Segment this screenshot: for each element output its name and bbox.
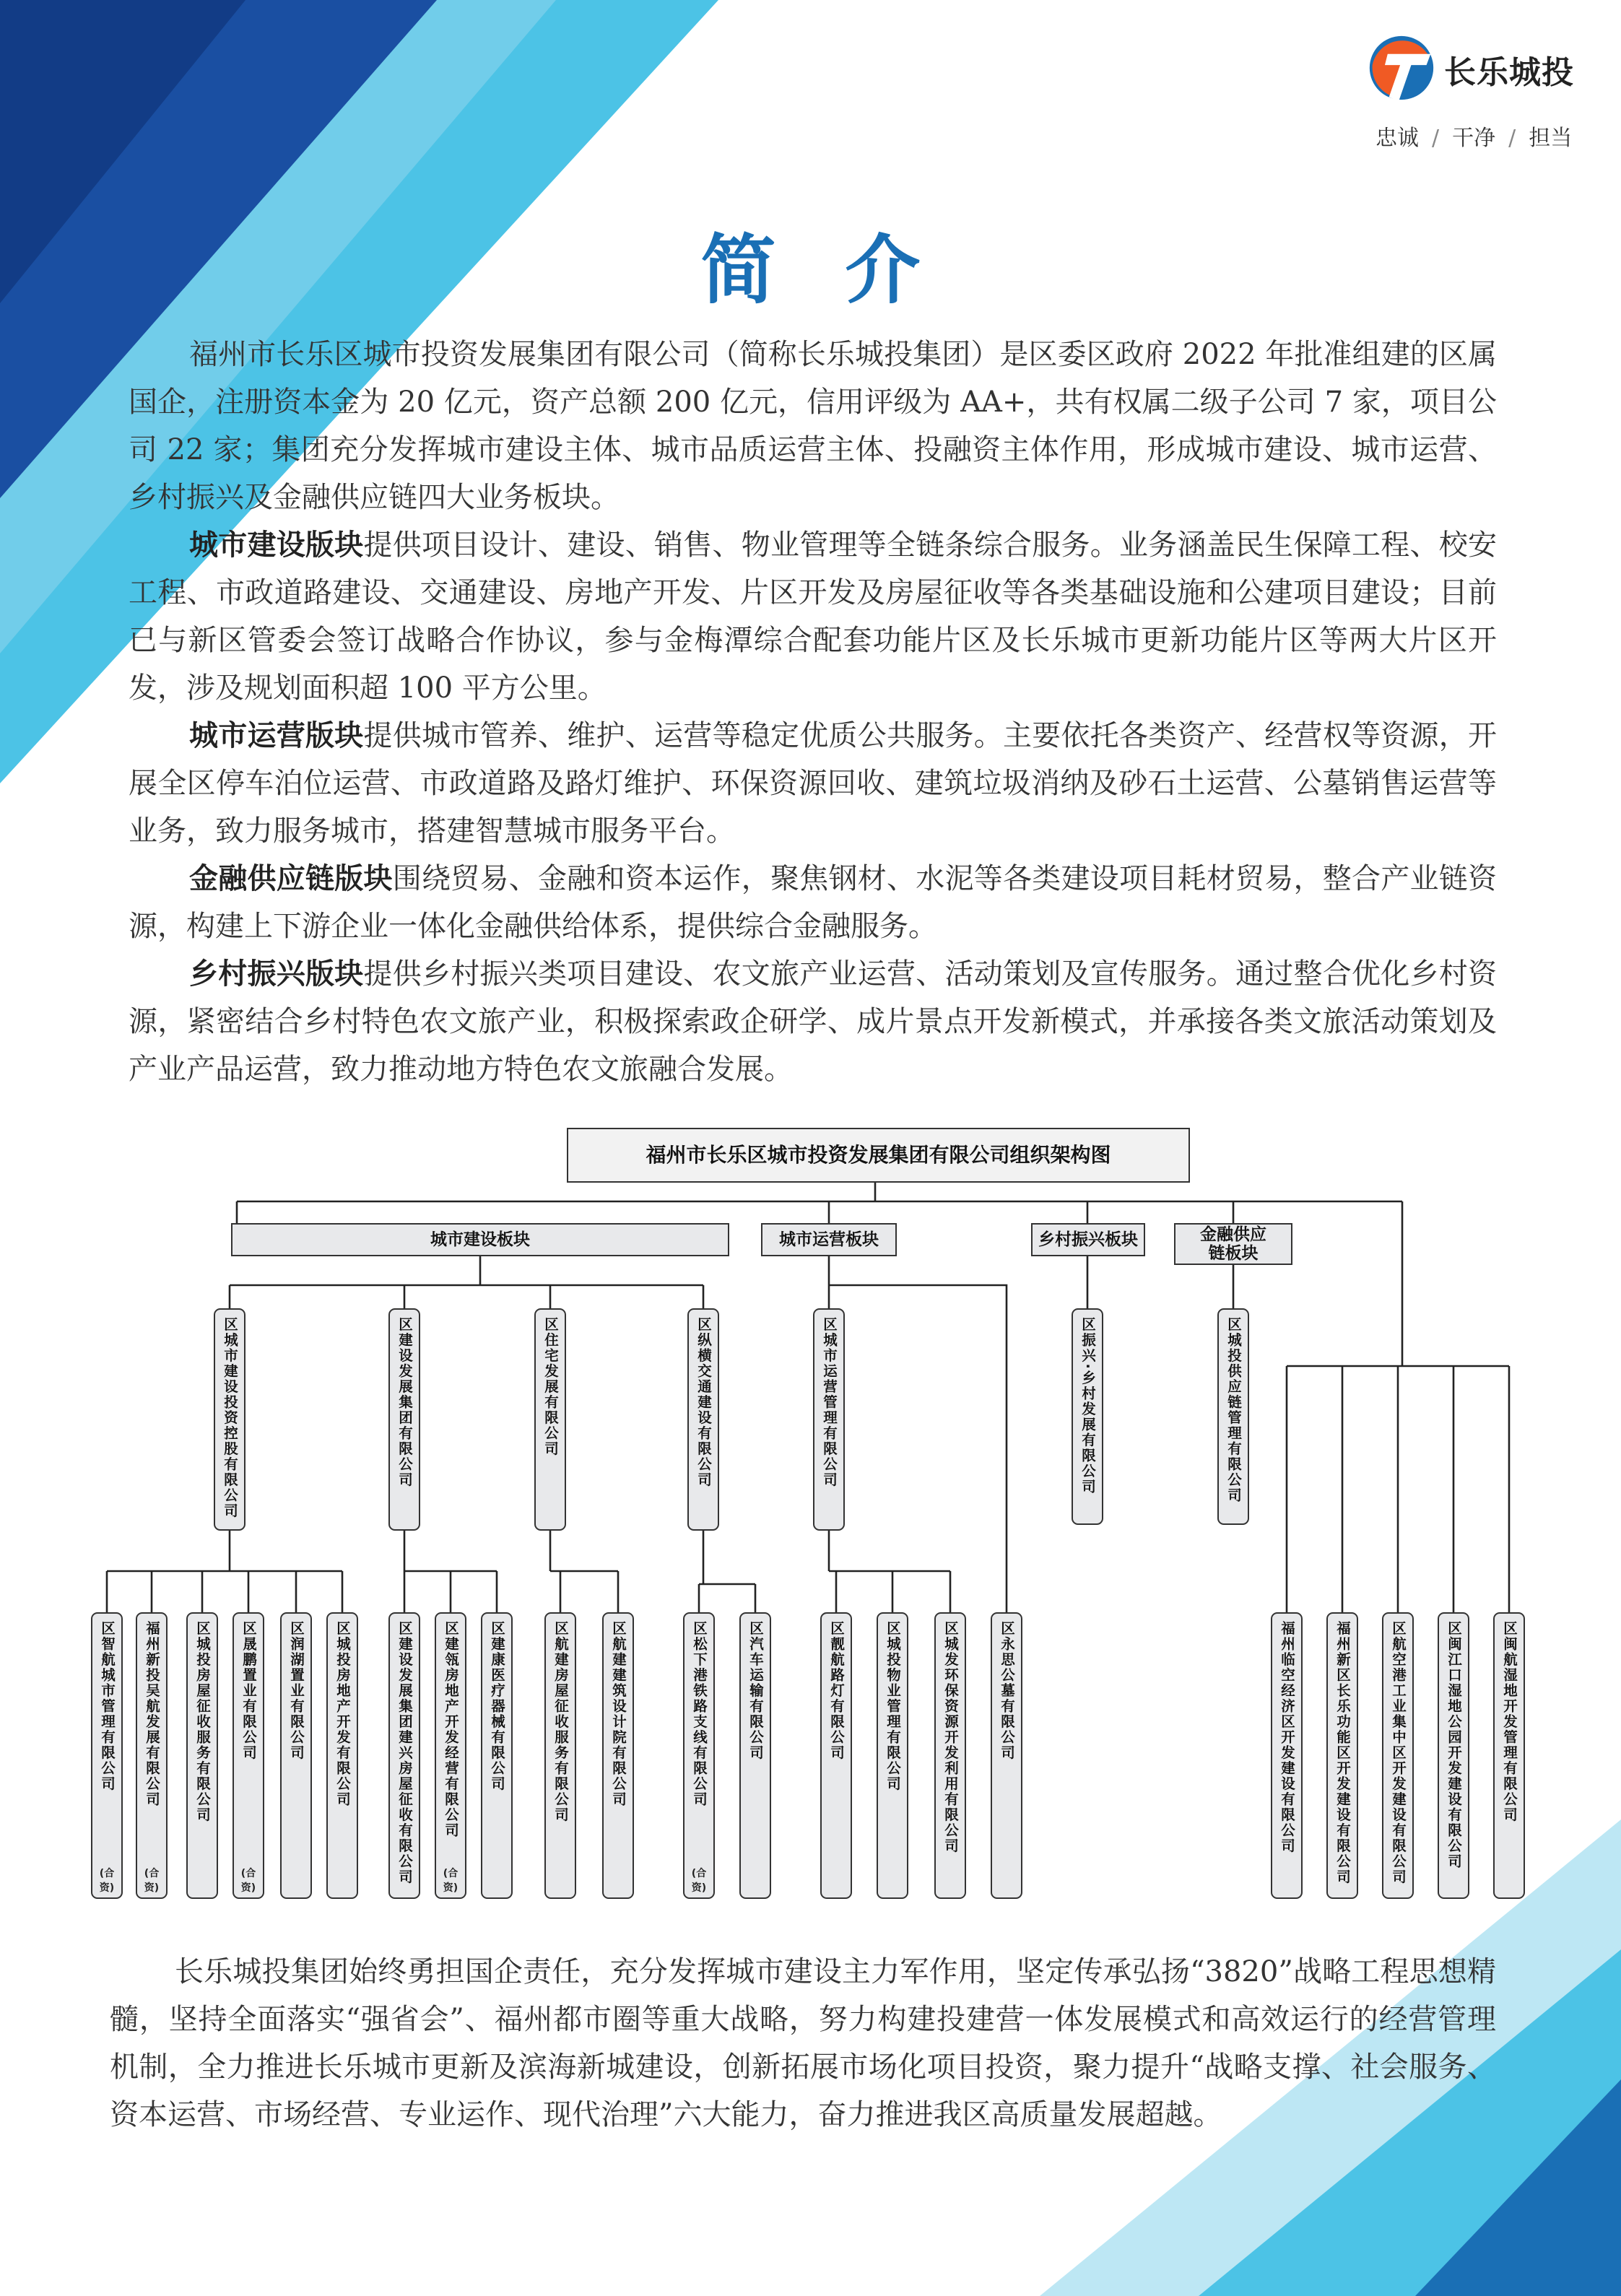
project-name: 区润湖置业有限公司: [288, 1621, 305, 1761]
subsidiary-name: 区城市建设投资控股有限公司: [222, 1317, 238, 1519]
project-box: [1493, 1612, 1525, 1899]
brand-name: 长乐城投: [1444, 54, 1574, 91]
project-box: [934, 1612, 966, 1899]
project-box: [683, 1612, 715, 1899]
org-chart: [0, 1112, 1621, 1913]
paragraph-text: 提供城市管养、维护、运营等稳定优质公共服务。主要依托各类资产、经营权等资源，开展全区停车泊位运营、市政道路及路灯维护、环保资源回收、建筑垃圾消纳及砂石土运营、公墓销售运营等业务，致力服务城市，搭建智慧城市服务平台。: [129, 719, 1497, 848]
project-box: [544, 1612, 576, 1899]
subsidiary-name: 区住宅发展有限公司: [542, 1317, 559, 1457]
project-box: [1271, 1612, 1303, 1899]
project-box: [877, 1612, 908, 1899]
project-box: [388, 1612, 420, 1899]
project-name: 区建瓴房地产开发经营有限公司: [443, 1621, 459, 1838]
project-name: 区城投物业管理有限公司: [885, 1621, 901, 1792]
paragraph-lead: 乡村振兴版块: [189, 957, 364, 991]
project-box: [1326, 1612, 1358, 1899]
project-name: 区闽航湿地开发管理有限公司: [1501, 1621, 1518, 1823]
project-name: 区城投房地产开发有限公司: [334, 1621, 351, 1807]
project-name: 福州新投吴航发展有限公司: [144, 1621, 160, 1807]
project-name: 区松下港铁路支线有限公司: [691, 1621, 708, 1807]
paragraph-text: 福州市长乐区城市投资发展集团有限公司（简称长乐城投集团）是区委区政府 2022 年批准组建的区属国企，注册资本金为 20 亿元，资产总额 200 亿元，信用评级为 AA+，共有权属二级子公司 7 家，项目公司 22 家；集团充分发挥城市建设主体、城市品质运营主体、投融资主体作用，形成城市建设、城市运营、乡村振兴及金融供应链四大业务板块。: [129, 338, 1497, 514]
project-name: 区晟鹏置业有限公司: [240, 1621, 257, 1761]
subsidiary-name: 区建设发展集团有限公司: [396, 1317, 413, 1488]
segment-paragraph: [129, 855, 1497, 950]
subsidiary-name: 区纵横交通建设有限公司: [695, 1317, 712, 1488]
project-box: [232, 1612, 264, 1899]
project-box: [481, 1612, 513, 1899]
segment-box: 金融供应链板块: [1174, 1223, 1292, 1265]
paragraph-lead: 金融供应链版块: [189, 861, 393, 895]
slogan-word: 干净: [1452, 126, 1496, 151]
project-box: [326, 1612, 358, 1899]
subsidiary-name: 区城投供应链管理有限公司: [1225, 1317, 1242, 1503]
project-name: 区靓航路灯有限公司: [828, 1621, 845, 1761]
subsidiary-box: [214, 1308, 245, 1531]
brand-logo-icon: [1367, 33, 1436, 103]
project-name: 区城投房屋征收服务有限公司: [194, 1621, 211, 1823]
project-name: 区建康医疗器械有限公司: [489, 1621, 505, 1792]
segment-box: 城市运营板块: [761, 1223, 897, 1256]
segment-paragraph: [129, 521, 1497, 712]
project-box: [1438, 1612, 1469, 1899]
project-name: 区城发环保资源开发利用有限公司: [942, 1621, 959, 1854]
subsidiary-box: [1217, 1308, 1249, 1525]
subsidiary-box: [813, 1308, 845, 1531]
project-box: [739, 1612, 771, 1899]
project-name: 区航空港工业集中区开发建设有限公司: [1390, 1621, 1407, 1885]
project-name: 福州新区长乐功能区开发建设有限公司: [1334, 1621, 1351, 1885]
joint-venture-label: (合资): [443, 1868, 459, 1894]
project-name: 区永思公墓有限公司: [999, 1621, 1015, 1761]
project-box: [602, 1612, 634, 1899]
intro-paragraph: [129, 331, 1497, 521]
page-title: 简介: [700, 226, 990, 314]
paragraph-text: 提供项目设计、建设、销售、物业管理等全链条综合服务。业务涵盖民生保障工程、校安工程、市政道路建设、交通建设、房地产开发、片区开发及房屋征收等各类基础设施和公建项目建设；目前已与新区管委会签订战略合作协议，参与金梅潭综合配套功能片区及长乐城市更新功能片区等两大片区开发，涉及规划面积超 100 平方公里。: [129, 529, 1497, 705]
project-box: [136, 1612, 168, 1899]
subsidiary-box: [687, 1308, 719, 1531]
project-name: 区航建建筑设计院有限公司: [610, 1621, 627, 1807]
project-name: 区建设发展集团建兴房屋征收有限公司: [396, 1621, 413, 1885]
slogan-word: 担当: [1529, 126, 1573, 151]
subsidiary-box: [1072, 1308, 1103, 1525]
subsidiary-name: 区城市运营管理有限公司: [821, 1317, 838, 1488]
project-name: 区闽江口湿地公园开发建设有限公司: [1446, 1621, 1462, 1869]
project-name: 区智航城市管理有限公司: [99, 1621, 116, 1792]
segment-paragraph: [129, 712, 1497, 855]
closing-paragraph: 长乐城投集团始终勇担国企责任，充分发挥城市建设主力军作用，坚定传承弘扬“3820”战略工程思想精髓，坚持全面落实“强省会”、福州都市圈等重大战略，努力构建投建营一体发展模式和高效运行的经营管理机制，全力推进长乐城市更新及滨海新城建设，创新拓展市场化项目投资，聚力提升“战略支撑、社会服务、资本运营、市场经营、专业运作、现代治理”六大能力，奋力推进我区高质量发展超越。: [110, 1955, 1496, 2131]
project-box: [186, 1612, 218, 1899]
project-box: [991, 1612, 1022, 1899]
paragraph-lead: 城市建设版块: [189, 528, 364, 562]
segment-paragraph: [129, 950, 1497, 1093]
project-box: [91, 1612, 123, 1899]
project-box: [820, 1612, 852, 1899]
slogan-separator: /: [1508, 126, 1516, 151]
project-box: [1382, 1612, 1414, 1899]
subsidiary-box: [388, 1308, 420, 1531]
subsidiary-name: 区振兴·乡村发展有限公司: [1079, 1317, 1096, 1495]
joint-venture-label: (合资): [240, 1868, 256, 1894]
segment-box: 城市建设板块: [231, 1223, 729, 1256]
joint-venture-label: (合资): [99, 1868, 115, 1894]
project-name: 福州临空经济区开发建设有限公司: [1279, 1621, 1295, 1854]
paragraph-lead: 城市运营版块: [189, 718, 364, 752]
paragraph-text: 围绕贸易、金融和资本运作，聚焦钢材、水泥等各类建设项目耗材贸易，整合产业链资源，构建上下游企业一体化金融供给体系，提供综合金融服务。: [129, 862, 1497, 943]
segment-box: 乡村振兴板块: [1031, 1223, 1145, 1256]
brand-slogan: [1376, 120, 1572, 152]
subsidiary-box: [534, 1308, 566, 1531]
project-box: [435, 1612, 466, 1899]
joint-venture-label: (合资): [691, 1868, 707, 1894]
paragraph-text: 提供乡村振兴类项目建设、农文旅产业运营、活动策划及宣传服务。通过整合优化乡村资源，紧密结合乡村特色农文旅产业，积极探索政企研学、成片景点开发新模式，并承接各类文旅活动策划及产业产品运营，致力推动地方特色农文旅融合发展。: [129, 957, 1497, 1086]
project-name: 区航建房屋征收服务有限公司: [552, 1621, 569, 1823]
joint-venture-label: (合资): [144, 1868, 160, 1894]
slogan-separator: /: [1432, 126, 1440, 151]
slogan-word: 忠诚: [1376, 126, 1419, 151]
project-name: 区汽车运输有限公司: [747, 1621, 764, 1761]
project-box: [280, 1612, 312, 1899]
org-chart-title: 福州市长乐区城市投资发展集团有限公司组织架构图: [567, 1128, 1190, 1183]
